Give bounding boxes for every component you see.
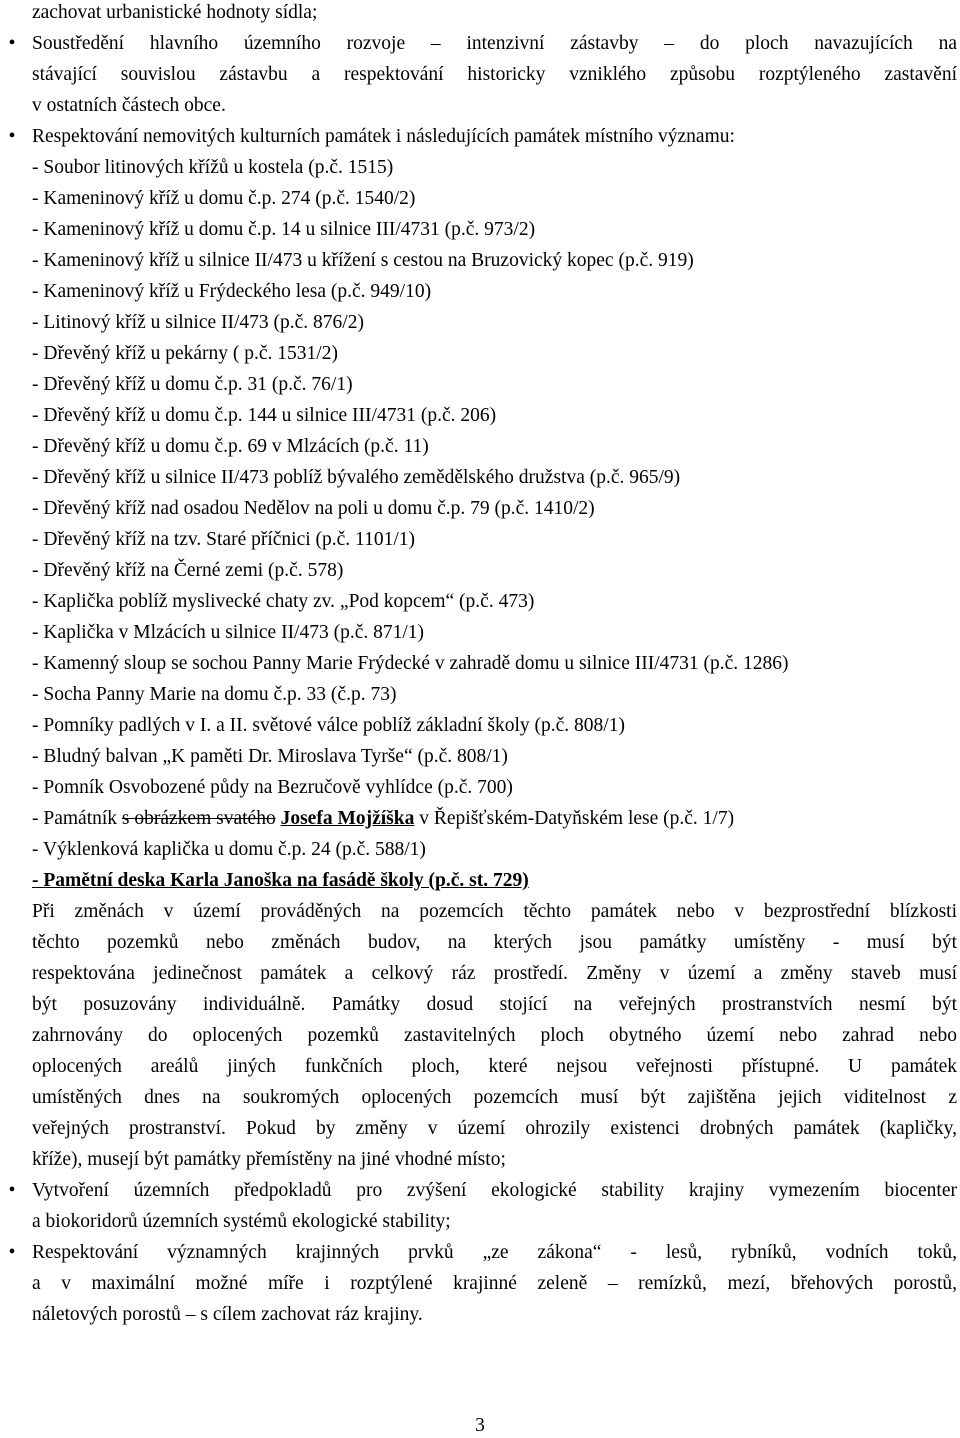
monument-item: - Kameninový kříž u domu č.p. 274 (p.č. 1540/2) xyxy=(32,188,416,209)
bullet-icon: • xyxy=(8,32,16,54)
bullet-1-line-3: v ostatních částech obce. xyxy=(32,95,226,116)
monument-item: - Dřevěný kříž u domu č.p. 69 v Mlzácích (p.č. 11) xyxy=(32,436,429,457)
monument-item: - Výklenková kaplička u domu č.p. 24 (p.č. 588/1) xyxy=(32,839,426,860)
monument-item: - Kameninový kříž u Frýdeckého lesa (p.č. 949/10) xyxy=(32,281,432,302)
monument-item: - Dřevěný kříž u domu č.p. 31 (p.č. 76/1) xyxy=(32,374,353,395)
monument-item: - Kameninový kříž u silnice II/473 u křížení s cestou na Bruzovický kopec (p.č. 919) xyxy=(32,250,694,271)
paragraph-line: těchto pozemků nebo změnách budov, na kterých jsou památky umístěny - musí být xyxy=(32,932,957,953)
monument-item: - Kameninový kříž u domu č.p. 14 u silnice III/4731 (p.č. 973/2) xyxy=(32,219,536,240)
monument-item-inserted: - Pamětní deska Karla Janoška na fasádě školy (p.č. st. 729) xyxy=(32,870,529,891)
monument-item: - Dřevěný kříž u silnice II/473 poblíž bývalého zemědělského družstva (p.č. 965/9) xyxy=(32,467,681,488)
monument-item: - Dřevěný kříž nad osadou Nedělov na poli u domu č.p. 79 (p.č. 1410/2) xyxy=(32,498,595,519)
monument-item: - Dřevěný kříž u pekárny ( p.č. 1531/2) xyxy=(32,343,338,364)
intro-line: zachovat urbanistické hodnoty sídla; xyxy=(32,2,318,23)
bullet-icon: • xyxy=(8,1241,16,1263)
bullet-1-line-2: stávající souvislou zástavbu a respektování historicky vzniklého způsobu rozptýleného zastavění xyxy=(32,64,957,85)
bullet-4-line-1: Respektování významných krajinných prvků „ze zákona“ - lesů, rybníků, vodních toků, xyxy=(32,1242,957,1263)
paragraph-line: kříže), musejí být památky přemístěny na jiné vhodné místo; xyxy=(32,1149,506,1170)
struck-text: s obrázkem svatého xyxy=(121,808,276,829)
page-number: 3 xyxy=(475,1415,485,1436)
monument-item: - Socha Panny Marie na domu č.p. 33 (č.p. 73) xyxy=(32,684,397,705)
paragraph-line: umístěných dnes na soukromých oplocených pozemcích musí být zajištěna jejich viditelnost z xyxy=(32,1087,957,1108)
pamatnik-name: Josefa Mojžíška xyxy=(280,808,415,829)
pamatnik-suffix: v Řepišťském-Datyňském lese (p.č. 1/7) xyxy=(414,808,735,829)
monument-item: - Kamenný sloup se sochou Panny Marie Frýdecké v zahradě domu u silnice III/4731 (p.č. 1286) xyxy=(32,653,789,674)
monument-item: - Bludný balvan „K paměti Dr. Miroslava Tyrše“ (p.č. 808/1) xyxy=(32,746,508,767)
bullet-icon: • xyxy=(8,1179,16,1201)
bullet-3-line-2: a biokoridorů územních systémů ekologické stability; xyxy=(32,1211,451,1232)
monument-item: - Dřevěný kříž na tzv. Staré příčnici (p.č. 1101/1) xyxy=(32,529,415,550)
paragraph-line: oplocených areálů jiných funkčních ploch, které nejsou veřejnosti přístupné. U památek xyxy=(32,1056,957,1077)
bullet-icon: • xyxy=(8,125,16,147)
monument-item: - Kaplička poblíž myslivecké chaty zv. „Pod kopcem“ (p.č. 473) xyxy=(32,591,535,612)
bullet-1-line-1: Soustředění hlavního územního rozvoje – intenzivní zástavby – do ploch navazujících na xyxy=(32,33,957,54)
paragraph-line: veřejných prostranství. Pokud by změny v území ohrozily existenci drobných památek (kapličky, xyxy=(32,1118,957,1139)
bullet-4-line-2: a v maximální možné míře i rozptýlené krajinné zeleně – remízků, mezí, břehových porostů, xyxy=(32,1273,957,1294)
monument-item: - Soubor litinových křížů u kostela (p.č. 1515) xyxy=(32,157,394,178)
monument-item: - Litinový kříž u silnice II/473 (p.č. 876/2) xyxy=(32,312,364,333)
monument-item: - Pomníky padlých v I. a II. světové válce poblíž základní školy (p.č. 808/1) xyxy=(32,715,625,736)
monument-item: - Dřevěný kříž u domu č.p. 144 u silnice III/4731 (p.č. 206) xyxy=(32,405,497,426)
paragraph-line: být posuzovány individuálně. Památky dosud stojící na veřejných prostranstvích nesmí být xyxy=(32,994,957,1015)
paragraph-line: respektována jedinečnost památek a celkový ráz prostředí. Změny v území a změny staveb musí xyxy=(32,963,957,984)
pamatnik-prefix: - Památník xyxy=(32,808,122,829)
paragraph-line: zahrnovány do oplocených pozemků zastavitelných ploch obytného území nebo zahrad nebo xyxy=(32,1025,957,1046)
monument-item: - Dřevěný kříž na Černé zemi (p.č. 578) xyxy=(32,560,344,581)
bullet-4-line-3: náletových porostů – s cílem zachovat ráz krajiny. xyxy=(32,1304,423,1325)
paragraph-line: Při změnách v území prováděných na pozemcích těchto památek nebo v bezprostřední blízkosti xyxy=(32,901,957,922)
monument-item-pamatnik xyxy=(32,803,734,834)
bullet-3-line-1: Vytvoření územních předpokladů pro zvýšení ekologické stability krajiny vymezením biocenter xyxy=(32,1180,957,1201)
monument-item: - Kaplička v Mlzácích u silnice II/473 (p.č. 871/1) xyxy=(32,622,425,643)
monument-item: - Pomník Osvobozené půdy na Bezručově vyhlídce (p.č. 700) xyxy=(32,777,513,798)
bullet-2-intro: Respektování nemovitých kulturních památek i následujících památek místního významu: xyxy=(32,126,735,147)
